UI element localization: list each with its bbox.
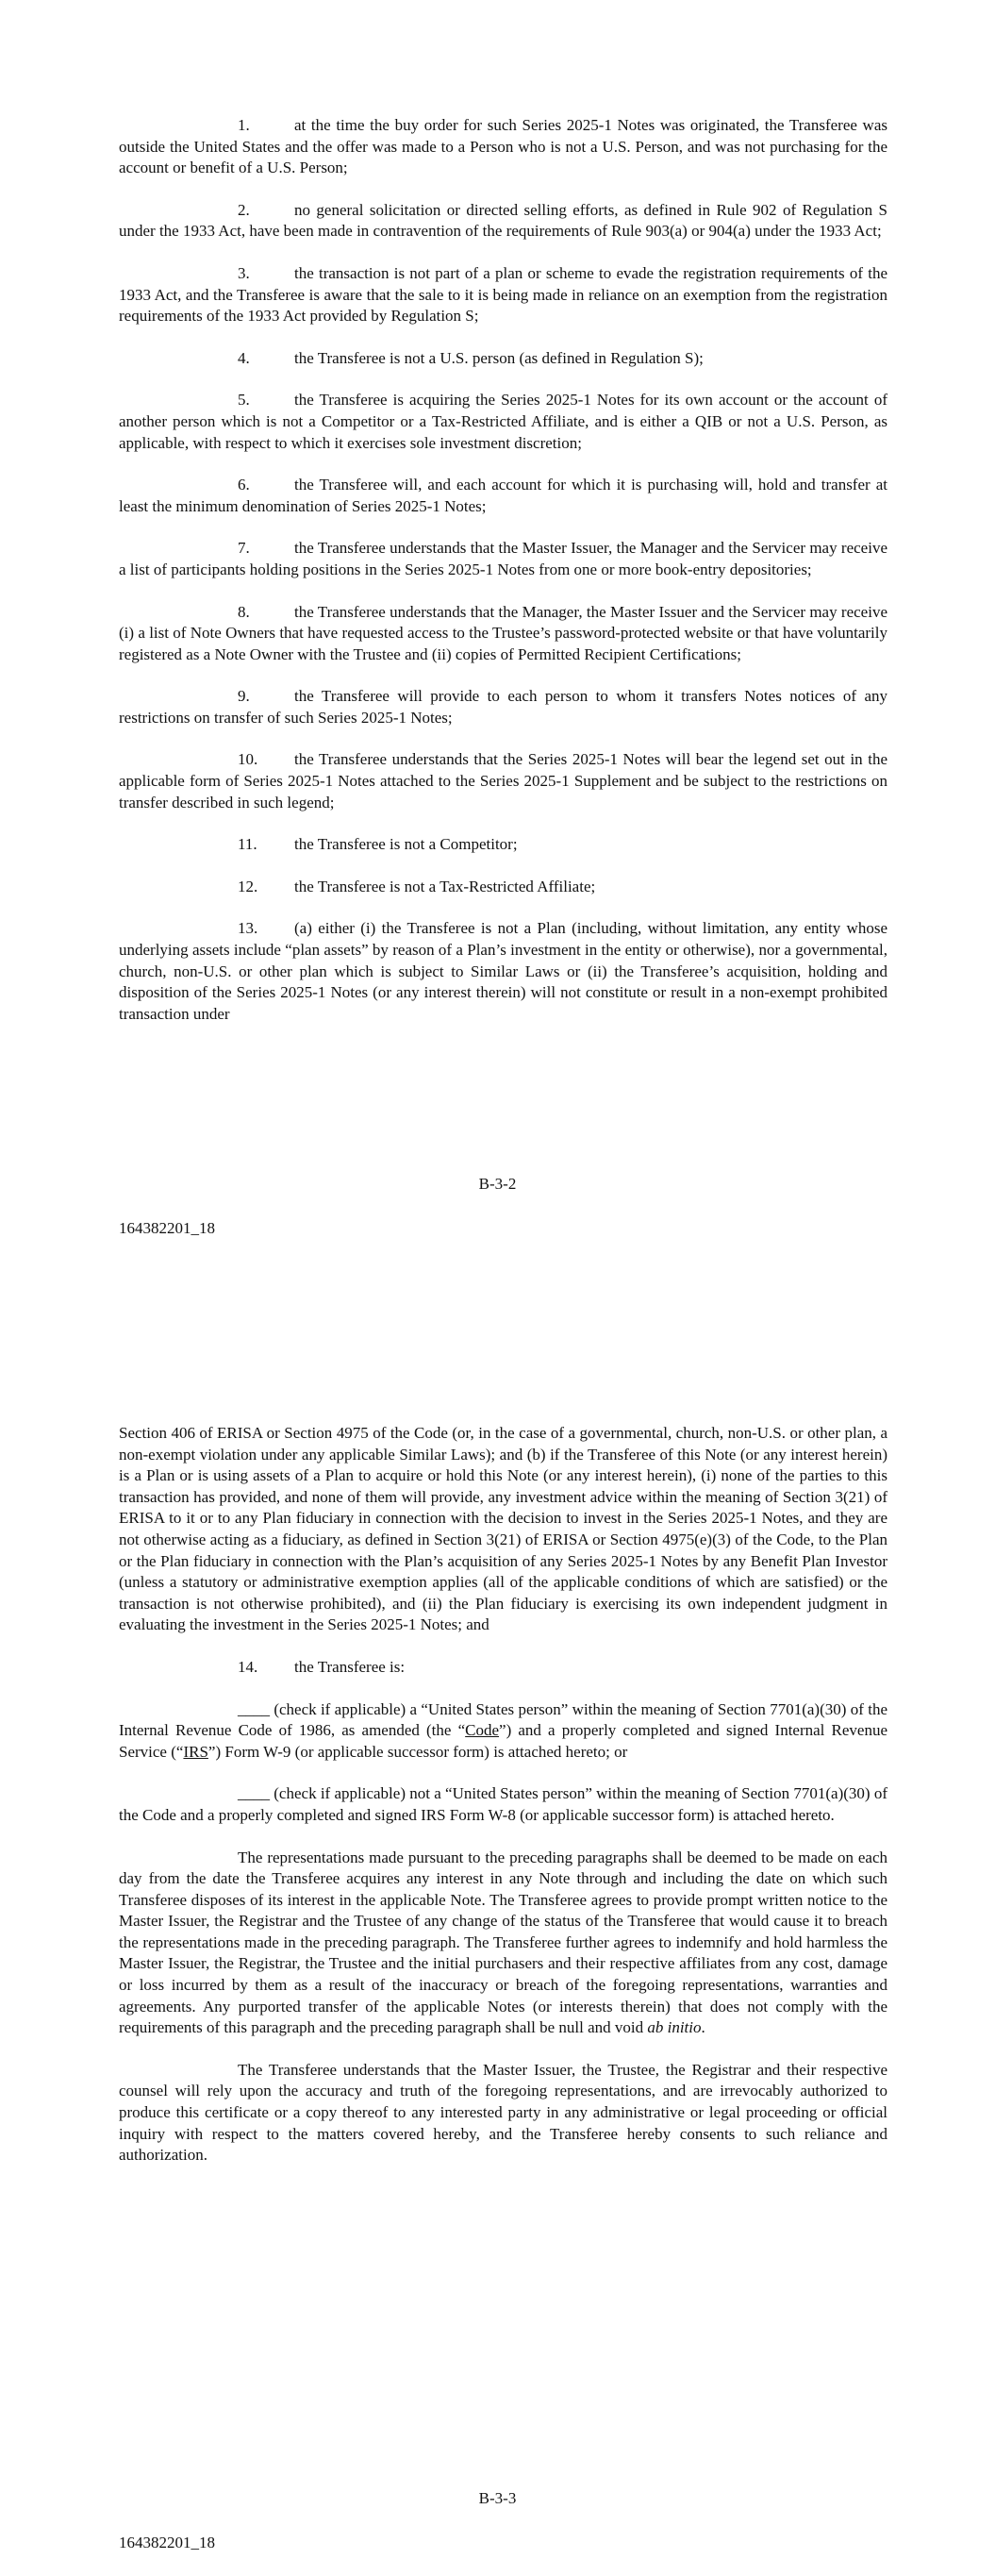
item-number: 2. xyxy=(238,200,250,219)
item-number: 4. xyxy=(238,348,250,367)
irs-defined-term: IRS xyxy=(183,1742,208,1761)
list-item xyxy=(119,115,887,179)
list-item xyxy=(119,602,887,666)
list-item xyxy=(119,749,887,813)
item-number: 7. xyxy=(238,539,250,558)
item-number: 3. xyxy=(238,263,250,282)
list-item xyxy=(119,834,887,856)
list-item xyxy=(119,200,887,243)
list-item xyxy=(119,263,887,327)
item-number: 8. xyxy=(238,602,250,621)
list-item xyxy=(119,1657,887,1679)
ab-initio-term: ab initio xyxy=(647,2018,702,2037)
item-text: the Transferee is acquiring the Series 2025-1 Notes for its own account or the account of another person which is not a Competitor or a Tax-Restricted Affiliate, and is either a QIB or not a U.S. Person, as applicable, with respect to which it exercises sole investment discretion; xyxy=(119,391,887,452)
page-1-body xyxy=(119,115,887,1025)
list-item xyxy=(119,475,887,517)
item-text: the Transferee is not a Competitor; xyxy=(294,835,518,854)
check-blank[interactable]: ____ xyxy=(238,1784,270,1803)
item-text: the Transferee understands that the Series 2025-1 Notes will bear the legend set out in the applicable form of Series 2025-1 Notes attached to the Series 2025-1 Supplement and be subject to the restrictions on transfer described in such legend; xyxy=(119,750,887,811)
representations-paragraph: The representations made pursuant to the preceding paragraphs shall be deemed to be made on each day from the date the Transferee acquires any interest in any Note through and including the date on which such Transferee disposes of its interest in the applicable Note. The Transferee agrees to provide prompt written notice to the Master Issuer, the Registrar and the Trustee of any change of the status of the Transferee that would cause it to breach the representations made in the preceding paragraph. The Transferee further agrees to indemnify and hold harmless the Master Issuer, the Registrar, the Trustee and the initial purchasers and their respective affiliates from any cost, damage or loss incurred by them as a result of the inaccuracy or breach of the foregoing representations, warranties and agreements. Any purported transfer of the applicable Notes (or interests therein) that does not comply with the requirements of this paragraph and the preceding paragraph shall be null and void ab initio. xyxy=(119,1848,887,2037)
item-number: 6. xyxy=(238,476,250,494)
non-us-person-checkbox-option: ____ (check if applicable) not a “United States person” within the meaning of Section 7701(a)(30) of the Code and a properly completed and signed IRS Form W-8 (or applicable successor form) is attached hereto. xyxy=(119,1784,887,1824)
list-item xyxy=(119,348,887,370)
item-number: 13. xyxy=(238,919,258,938)
list-item xyxy=(119,918,887,1025)
item-text: (a) either (i) the Transferee is not a Plan (including, without limitation, any entity whose underlying assets include “plan assets” by reason of a Plan’s investment in the entity or otherwise), nor a governmental, church, non-U.S. or other plan which is subject to Similar Laws or (ii) the Transferee’s acquisition, holding and disposition of the Series 2025-1 Notes (or any interest therein) will not constitute or result in a non-exempt prohibited transaction under xyxy=(119,919,887,1023)
document-id: 164382201_18 xyxy=(119,2534,215,2551)
list-item xyxy=(119,390,887,454)
item-text: the Transferee understands that the Master Issuer, the Manager and the Servicer may receive a list of participants holding positions in the Series 2025-1 Notes from one or more book-entry depositories; xyxy=(119,539,887,578)
page-number: B-3-2 xyxy=(478,1175,517,1193)
item-number: 14. xyxy=(238,1657,258,1676)
item-number: 10. xyxy=(238,750,258,769)
item-text: the Transferee will provide to each person to whom it transfers Notes notices of any restrictions on transfer of such Series 2025-1 Notes; xyxy=(119,687,887,727)
list-item xyxy=(119,686,887,728)
check-blank[interactable]: ____ xyxy=(238,1699,270,1718)
code-defined-term: Code xyxy=(465,1721,500,1740)
item-number: 11. xyxy=(238,835,257,854)
page-2-body xyxy=(119,1423,887,2166)
item-text: no general solicitation or directed selling efforts, as defined in Rule 902 of Regulation S under the 1933 Act, have been made in contravention of the requirements of Rule 903(a) or 904(a) under the 1933 Act; xyxy=(119,200,887,241)
item-text: the Transferee understands that the Manager, the Master Issuer and the Servicer may receive (i) a list of Note Owners that have requested access to the Trustee’s password-protected website or that have voluntarily registered as a Note Owner with the Trustee and (ii) copies of Permitted Recipient Certifications; xyxy=(119,602,887,663)
item-text: the transaction is not part of a plan or scheme to evade the registration requirements of the 1933 Act, and the Transferee is aware that the sale to it is being made in reliance on an exemption from the registration requirements of the 1933 Act provided by Regulation S; xyxy=(119,263,887,326)
item-number: 5. xyxy=(238,391,250,410)
item-text: the Transferee will, and each account for which it is purchasing will, hold and transfer at least the minimum denomination of Series 2025-1 Notes; xyxy=(119,476,887,515)
continuation-paragraph: Section 406 of ERISA or Section 4975 of the Code (or, in the case of a governmental, church, non-U.S. or other plan, a non-exempt violation under any applicable Similar Laws); and (b) if the Transferee of this Note (or any interest herein) is a Plan or is using assets of a Plan to acquire or hold this Note (or any interest herein), (i) none of the parties to this transaction has provided, and none of them will provide, any investment advice within the meaning of Section 3(21) of ERISA to it or to any Plan fiduciary in connection with the decision to invest in the Series 2025-1 Notes, and they are not otherwise acting as a fiduciary, as defined in Section 3(21) of ERISA or Section 4975(e)(3) of the Code, to the Plan or the Plan fiduciary in connection with the Plan’s acquisition of any Series 2025-1 Notes by any Benefit Plan Investor (unless a statutory or administrative exemption applies (all of the applicable conditions of which are satisfied) or the transaction is not otherwise prohibited), and (ii) the Plan fiduciary is exercising its own independent judgment in evaluating the investment in the Series 2025-1 Notes; and xyxy=(119,1424,887,1634)
item-number: 1. xyxy=(238,116,250,134)
page-number: B-3-3 xyxy=(478,2489,517,2507)
list-item xyxy=(119,538,887,580)
item-number: 12. xyxy=(238,877,258,895)
list-item xyxy=(119,877,887,898)
document-id: 164382201_18 xyxy=(119,1219,215,1237)
item-text: the Transferee is not a U.S. person (as defined in Regulation S); xyxy=(294,348,704,367)
reliance-paragraph: The Transferee understands that the Master Issuer, the Trustee, the Registrar and their respective counsel will rely upon the accuracy and truth of the foregoing representations, and are irrevocably authorized to produce this certificate or a copy thereof to any interested party in any administrative or legal proceeding or official inquiry with respect to the matters covered hereby, and the Transferee hereby consents to such reliance and authorization. xyxy=(119,2060,887,2165)
page-2 xyxy=(0,1293,995,2576)
item-text: the Transferee is: xyxy=(294,1657,406,1676)
item-number: 9. xyxy=(238,687,250,706)
us-person-checkbox-option: ____ (check if applicable) a “United States person” within the meaning of Section 7701(a)(30) of the Internal Revenue Code of 1986, as amended (the “Code”) and a properly completed and signed Internal Revenue Service (“IRS”) Form W-9 (or applicable successor form) is attached hereto; or xyxy=(119,1699,887,1761)
item-text: at the time the buy order for such Series 2025-1 Notes was originated, the Transferee was outside the United States and the offer was made to a Person who is not a U.S. Person, and was not purchasing for the account or benefit of a U.S. Person; xyxy=(119,116,887,177)
item-text: the Transferee is not a Tax-Restricted Affiliate; xyxy=(294,877,596,895)
